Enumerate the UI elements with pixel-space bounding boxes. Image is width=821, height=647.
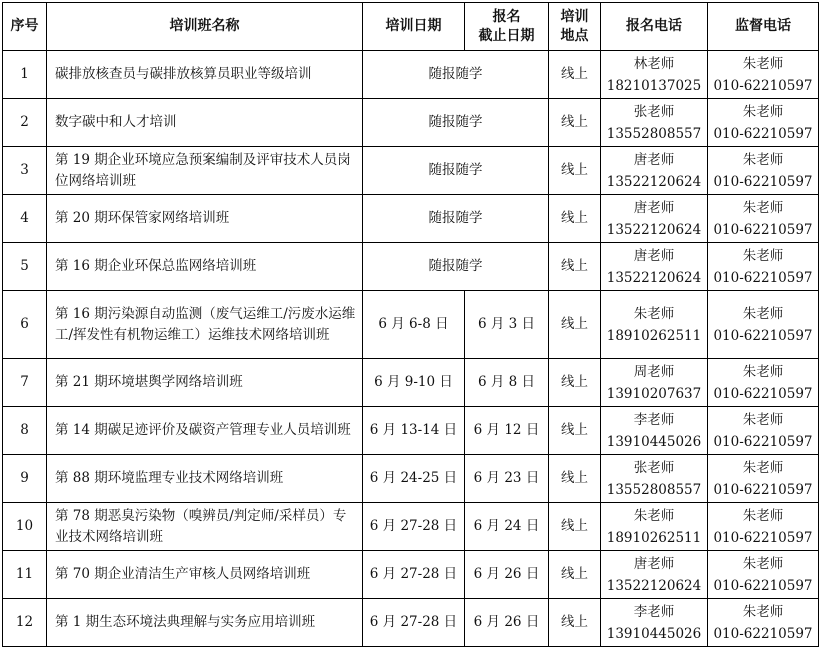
supervise-teacher: 朱老师	[742, 459, 784, 476]
header-location-line2: 地点	[560, 27, 589, 44]
row-location: 线上	[549, 503, 601, 551]
supervise-phone: 010-62210597	[713, 269, 813, 286]
row-signup-contact	[601, 407, 708, 455]
row-supervise-contact	[708, 359, 819, 407]
row-signup-contact	[601, 551, 708, 599]
row-course-name: 碳排放核查员与碳排放核算员职业等级培训	[47, 51, 363, 99]
signup-teacher: 李老师	[633, 411, 675, 428]
supervise-teacher: 朱老师	[742, 199, 784, 216]
row-date-merged: 随报随学	[363, 147, 549, 195]
supervise-phone: 010-62210597	[713, 481, 813, 498]
row-seq: 2	[3, 99, 47, 147]
row-date: 6 月 27-28 日	[363, 503, 465, 551]
row-seq: 10	[3, 503, 47, 551]
signup-phone: 13552808557	[606, 481, 702, 498]
supervise-teacher: 朱老师	[742, 507, 784, 524]
row-course-name: 第 16 期污染源自动监测（废气运维工/污废水运维工/挥发性有机物运维工）运维技术网络培训班	[47, 291, 363, 359]
row-course-name: 第 70 期企业清洁生产审核人员网络培训班	[47, 551, 363, 599]
row-signup-contact	[601, 99, 708, 147]
supervise-phone: 010-62210597	[713, 327, 813, 344]
signup-phone: 13522120624	[606, 577, 702, 594]
row-date: 6 月 9-10 日	[363, 359, 465, 407]
row-signup-contact	[601, 243, 708, 291]
table-row	[3, 551, 819, 599]
row-supervise-contact	[708, 407, 819, 455]
header-deadline-line1: 报名	[492, 8, 521, 25]
table-row	[3, 51, 819, 99]
header-deadline	[465, 3, 549, 51]
row-supervise-contact	[708, 599, 819, 647]
row-signup-contact	[601, 359, 708, 407]
header-deadline-line2: 截止日期	[478, 27, 535, 44]
signup-phone: 13552808557	[606, 125, 702, 142]
row-supervise-contact	[708, 243, 819, 291]
signup-phone: 18910262511	[606, 327, 702, 344]
row-supervise-contact	[708, 195, 819, 243]
supervise-phone: 010-62210597	[713, 433, 813, 450]
supervise-teacher: 朱老师	[742, 555, 784, 572]
row-date: 6 月 6-8 日	[363, 291, 465, 359]
row-deadline: 6 月 24 日	[465, 503, 549, 551]
row-date-merged: 随报随学	[363, 195, 549, 243]
row-signup-contact	[601, 455, 708, 503]
supervise-phone: 010-62210597	[713, 625, 813, 642]
row-course-name: 数字碳中和人才培训	[47, 99, 363, 147]
row-date: 6 月 27-28 日	[363, 551, 465, 599]
row-date: 6 月 27-28 日	[363, 599, 465, 647]
row-supervise-contact	[708, 99, 819, 147]
training-schedule-table	[2, 2, 819, 647]
supervise-phone: 010-62210597	[713, 125, 813, 142]
header-seq: 序号	[3, 3, 47, 51]
row-signup-contact	[601, 147, 708, 195]
supervise-phone: 010-62210597	[713, 529, 813, 546]
header-supervise-phone: 监督电话	[708, 3, 819, 51]
signup-teacher: 唐老师	[633, 151, 675, 168]
row-location: 线上	[549, 243, 601, 291]
row-seq: 7	[3, 359, 47, 407]
row-seq: 11	[3, 551, 47, 599]
row-course-name: 第 19 期企业环境应急预案编制及评审技术人员岗位网络培训班	[47, 147, 363, 195]
row-location: 线上	[549, 195, 601, 243]
table-row	[3, 147, 819, 195]
supervise-teacher: 朱老师	[742, 55, 784, 72]
row-supervise-contact	[708, 51, 819, 99]
supervise-phone: 010-62210597	[713, 577, 813, 594]
signup-teacher: 张老师	[633, 459, 675, 476]
row-deadline: 6 月 26 日	[465, 599, 549, 647]
row-date: 6 月 24-25 日	[363, 455, 465, 503]
signup-teacher: 唐老师	[633, 247, 675, 264]
signup-phone: 13910207637	[606, 385, 702, 402]
supervise-phone: 010-62210597	[713, 173, 813, 190]
signup-teacher: 朱老师	[633, 507, 675, 524]
row-date-merged: 随报随学	[363, 51, 549, 99]
header-location	[549, 3, 601, 51]
table-row	[3, 503, 819, 551]
signup-phone: 13910445026	[606, 433, 702, 450]
row-deadline: 6 月 26 日	[465, 551, 549, 599]
table-body	[3, 51, 819, 647]
row-deadline: 6 月 12 日	[465, 407, 549, 455]
signup-teacher: 林老师	[633, 55, 675, 72]
signup-teacher: 唐老师	[633, 199, 675, 216]
row-course-name: 第 78 期恶臭污染物（嗅辨员/判定师/采样员）专业技术网络培训班	[47, 503, 363, 551]
row-course-name: 第 1 期生态环境法典理解与实务应用培训班	[47, 599, 363, 647]
row-signup-contact	[601, 503, 708, 551]
supervise-teacher: 朱老师	[742, 151, 784, 168]
row-seq: 12	[3, 599, 47, 647]
table-row	[3, 359, 819, 407]
signup-phone: 18210137025	[606, 77, 702, 94]
row-seq: 3	[3, 147, 47, 195]
row-seq: 6	[3, 291, 47, 359]
signup-teacher: 唐老师	[633, 555, 675, 572]
header-date: 培训日期	[363, 3, 465, 51]
signup-phone: 18910262511	[606, 529, 702, 546]
row-location: 线上	[549, 455, 601, 503]
supervise-teacher: 朱老师	[742, 247, 784, 264]
table-row	[3, 243, 819, 291]
supervise-phone: 010-62210597	[713, 221, 813, 238]
row-supervise-contact	[708, 551, 819, 599]
table-row	[3, 99, 819, 147]
table-row	[3, 291, 819, 359]
row-supervise-contact	[708, 147, 819, 195]
table-row	[3, 599, 819, 647]
header-row	[3, 3, 819, 51]
row-location: 线上	[549, 147, 601, 195]
row-date-merged: 随报随学	[363, 243, 549, 291]
row-course-name: 第 20 期环保管家网络培训班	[47, 195, 363, 243]
signup-teacher: 张老师	[633, 103, 675, 120]
row-seq: 1	[3, 51, 47, 99]
row-date: 6 月 13-14 日	[363, 407, 465, 455]
supervise-teacher: 朱老师	[742, 411, 784, 428]
supervise-teacher: 朱老师	[742, 603, 784, 620]
row-location: 线上	[549, 359, 601, 407]
row-course-name: 第 14 期碳足迹评价及碳资产管理专业人员培训班	[47, 407, 363, 455]
row-signup-contact	[601, 291, 708, 359]
row-course-name: 第 88 期环境监理专业技术网络培训班	[47, 455, 363, 503]
supervise-teacher: 朱老师	[742, 305, 784, 322]
row-supervise-contact	[708, 455, 819, 503]
signup-phone: 13522120624	[606, 173, 702, 190]
row-seq: 5	[3, 243, 47, 291]
row-date-merged: 随报随学	[363, 99, 549, 147]
signup-phone: 13522120624	[606, 269, 702, 286]
header-location-line1: 培训	[560, 8, 589, 25]
row-supervise-contact	[708, 503, 819, 551]
row-course-name: 第 16 期企业环保总监网络培训班	[47, 243, 363, 291]
signup-teacher: 周老师	[633, 363, 675, 380]
row-location: 线上	[549, 599, 601, 647]
supervise-phone: 010-62210597	[713, 385, 813, 402]
row-signup-contact	[601, 51, 708, 99]
signup-phone: 13910445026	[606, 625, 702, 642]
row-deadline: 6 月 23 日	[465, 455, 549, 503]
table-row	[3, 407, 819, 455]
row-course-name: 第 21 期环境堪舆学网络培训班	[47, 359, 363, 407]
row-seq: 8	[3, 407, 47, 455]
row-seq: 4	[3, 195, 47, 243]
row-signup-contact	[601, 599, 708, 647]
row-supervise-contact	[708, 291, 819, 359]
supervise-teacher: 朱老师	[742, 103, 784, 120]
row-location: 线上	[549, 551, 601, 599]
signup-teacher: 李老师	[633, 603, 675, 620]
table-row	[3, 195, 819, 243]
row-location: 线上	[549, 291, 601, 359]
row-location: 线上	[549, 99, 601, 147]
row-deadline: 6 月 3 日	[465, 291, 549, 359]
signup-phone: 13522120624	[606, 221, 702, 238]
row-signup-contact	[601, 195, 708, 243]
header-name: 培训班名称	[47, 3, 363, 51]
row-location: 线上	[549, 51, 601, 99]
row-deadline: 6 月 8 日	[465, 359, 549, 407]
table-row	[3, 455, 819, 503]
signup-teacher: 朱老师	[633, 305, 675, 322]
row-location: 线上	[549, 407, 601, 455]
supervise-phone: 010-62210597	[713, 77, 813, 94]
supervise-teacher: 朱老师	[742, 363, 784, 380]
header-signup-phone: 报名电话	[601, 3, 708, 51]
row-seq: 9	[3, 455, 47, 503]
